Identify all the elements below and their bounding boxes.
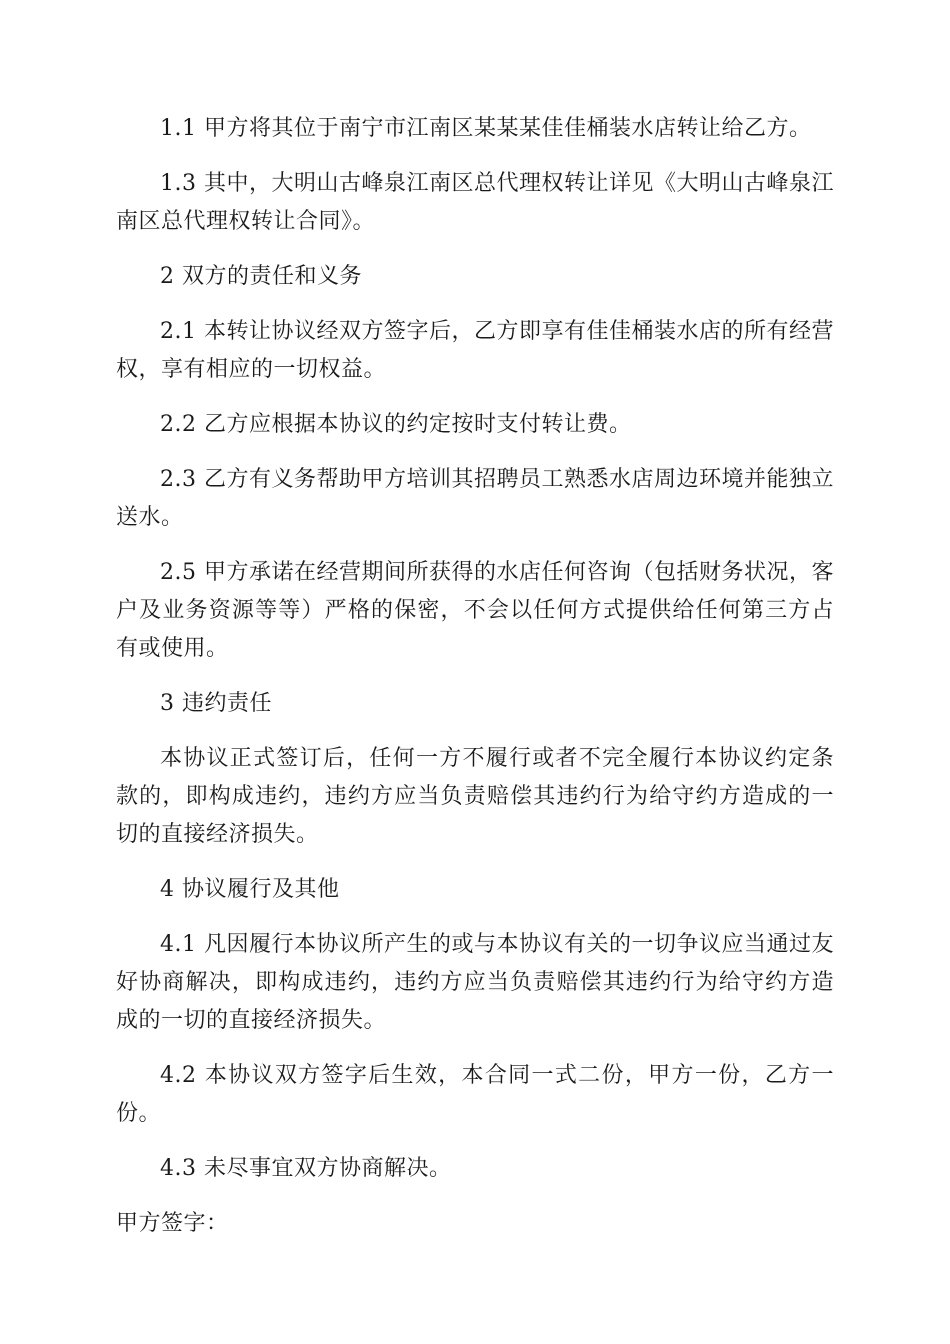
breach-clause: 本协议正式签订后，任何一方不履行或者不完全履行本协议约定条款的，即构成违约，违约方应当负责赔偿其违约行为给守约方造成的一切的直接经济损失。 [116,746,834,847]
clause-4-2: 4.2 本协议双方签字后生效，本合同一式二份，甲方一份，乙方一份。 [116,1063,834,1126]
clause-4-1: 4.1 凡因履行本协议所产生的或与本协议有关的一切争议应当通过友好协商解决，即构成违约，违约方应当负责赔偿其违约行为给守约方造成的一切的直接经济损失。 [116,932,834,1033]
party-a-signature-label: 甲方签字： [116,1211,229,1236]
document-page [116,110,834,1243]
section-3-heading: 3 违约责任 [160,691,272,716]
section-2-heading: 2 双方的责任和义务 [160,264,362,289]
clause-4-3: 4.3 未尽事宜双方协商解决。 [160,1156,452,1181]
clause-1-3: 1.3 其中，大明山古峰泉江南区总代理权转让详见《大明山古峰泉江南区总代理权转让合同》。 [116,171,834,234]
clause-2-5: 2.5 甲方承诺在经营期间所获得的水店任何咨询（包括财务状况，客户及业务资源等等）严格的保密，不会以任何方式提供给任何第三方占有或使用。 [116,560,834,661]
section-4-heading: 4 协议履行及其他 [160,877,340,902]
clause-1-1: 1.1 甲方将其位于南宁市江南区某某某佳佳桶装水店转让给乙方。 [160,116,812,141]
clause-2-3: 2.3 乙方有义务帮助甲方培训其招聘员工熟悉水店周边环境并能独立送水。 [116,467,834,530]
clause-2-1: 2.1 本转让协议经双方签字后，乙方即享有佳佳桶装水店的所有经营权，享有相应的一切权益。 [116,319,834,382]
clause-2-2: 2.2 乙方应根据本协议的约定按时支付转让费。 [160,412,632,437]
